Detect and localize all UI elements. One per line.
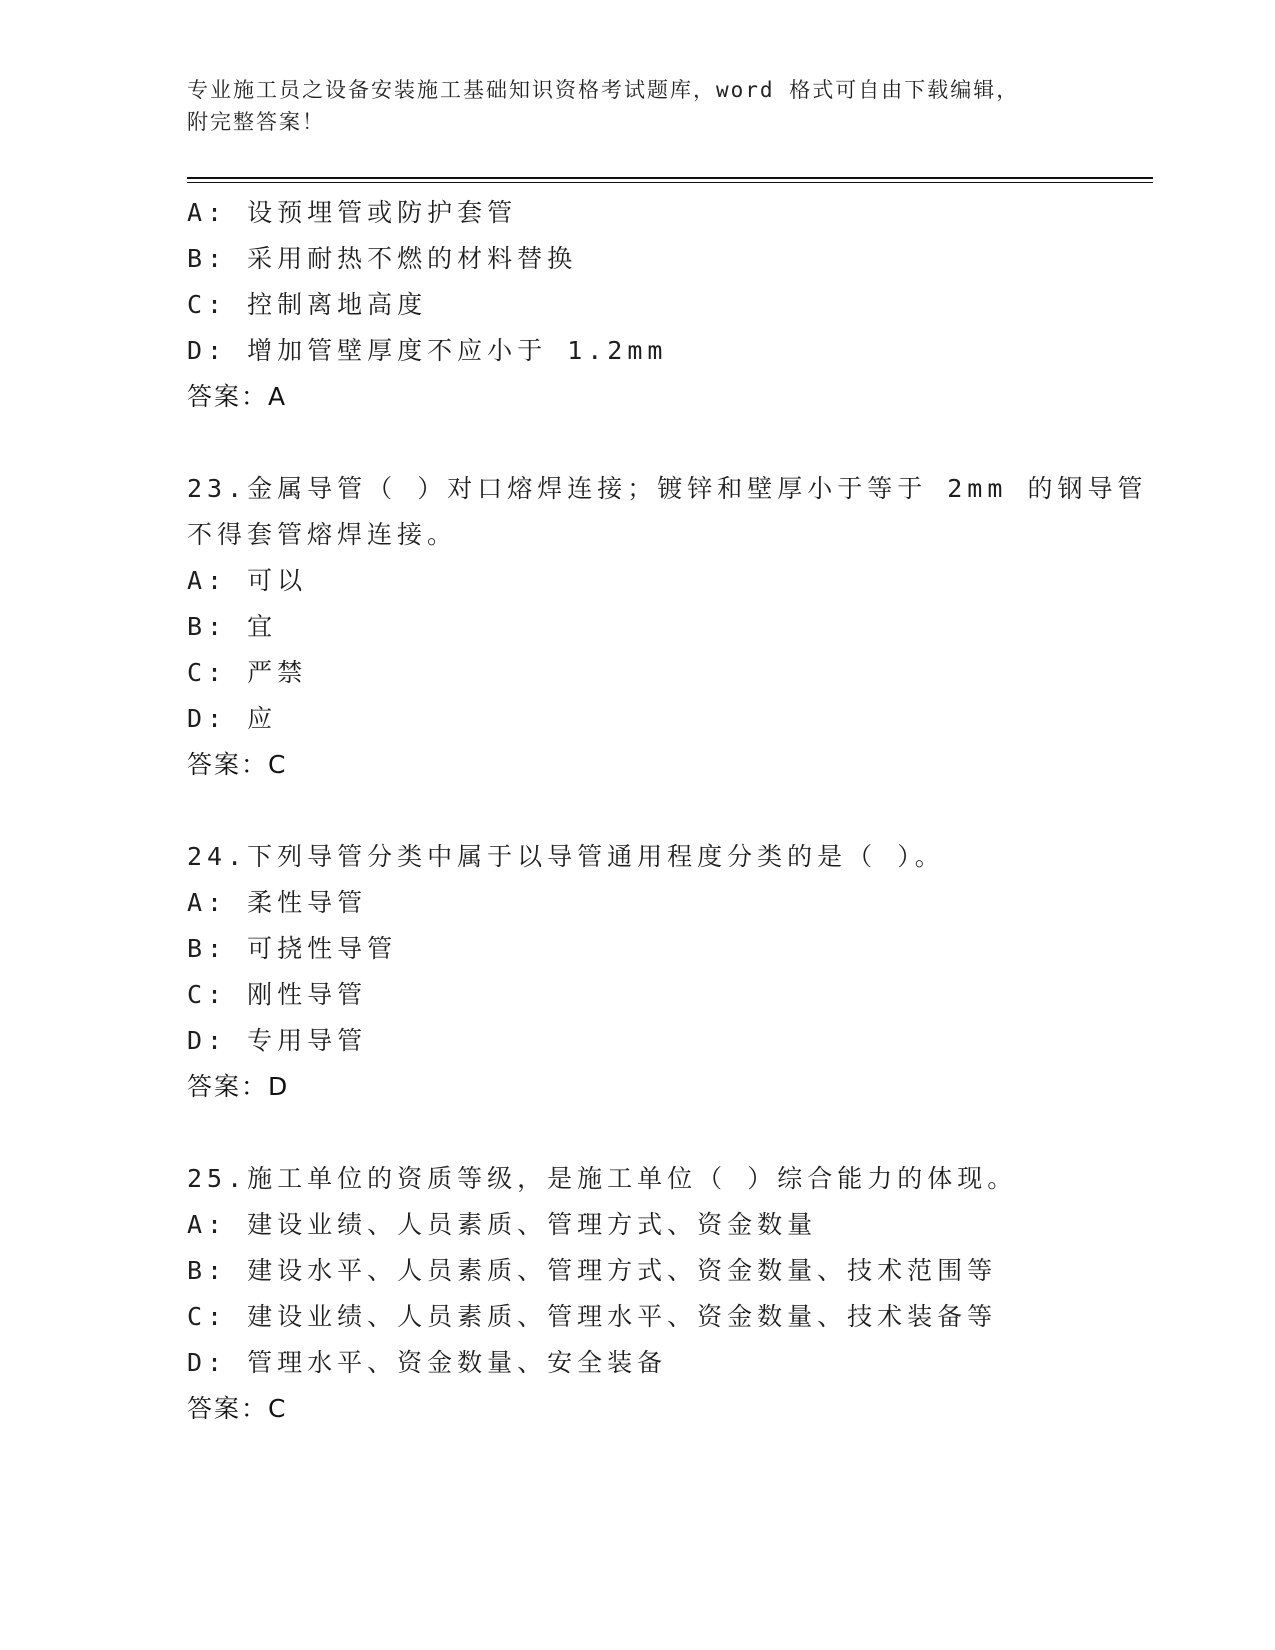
option-a: A: 柔性导管 <box>187 888 368 917</box>
option-b: B: 可挠性导管 <box>187 934 398 963</box>
question-text: 25.施工单位的资质等级，是施工单位（ ）综合能力的体现。 <box>187 1164 1018 1193</box>
option-c: C: 刚性导管 <box>187 980 368 1009</box>
answer-line: 答案：A <box>187 382 288 411</box>
option-b: B: 建设水平、人员素质、管理方式、资金数量、技术范围等 <box>187 1256 998 1285</box>
question-list <box>187 190 1147 1432</box>
question-text: 24.下列导管分类中属于以导管通用程度分类的是（ ）。 <box>187 842 945 871</box>
option-c: C: 严禁 <box>187 658 308 687</box>
option-a: A: 建设业绩、人员素质、管理方式、资金数量 <box>187 1210 818 1239</box>
question-23 <box>187 466 1147 788</box>
question-spacer <box>187 420 1147 466</box>
answer-line: 答案：C <box>187 1394 288 1423</box>
option-b: B: 宜 <box>187 612 278 641</box>
option-d: D: 增加管壁厚度不应小于 1.2mm <box>187 336 668 365</box>
question-spacer <box>187 1110 1147 1156</box>
answer-line: 答案：D <box>187 1072 290 1101</box>
option-c: C: 控制离地高度 <box>187 290 428 319</box>
option-d: D: 专用导管 <box>187 1026 368 1055</box>
question-spacer <box>187 788 1147 834</box>
question-25 <box>187 1156 1147 1432</box>
option-c: C: 建设业绩、人员素质、管理水平、资金数量、技术装备等 <box>187 1302 998 1331</box>
question-22 <box>187 190 1147 420</box>
header-divider-thin <box>187 182 1153 183</box>
option-d: D: 应 <box>187 704 278 733</box>
option-b: B: 采用耐热不燃的材料替换 <box>187 244 578 273</box>
header-divider-thick <box>187 177 1153 179</box>
option-a: A: 设预埋管或防护套管 <box>187 198 518 227</box>
document-header <box>187 74 1087 138</box>
question-text-continued: 不得套管熔焊连接。 <box>187 520 458 549</box>
answer-line: 答案：C <box>187 750 288 779</box>
question-text: 23.金属导管（ ）对口熔焊连接；镀锌和壁厚小于等于 2mm 的钢导管 <box>187 474 1148 503</box>
header-line-1: 专业施工员之设备安装施工基础知识资格考试题库，word 格式可自由下载编辑， <box>187 78 1020 102</box>
question-24 <box>187 834 1147 1110</box>
option-d: D: 管理水平、资金数量、安全装备 <box>187 1348 668 1377</box>
header-line-2: 附完整答案！ <box>187 110 325 134</box>
option-a: A: 可以 <box>187 566 308 595</box>
